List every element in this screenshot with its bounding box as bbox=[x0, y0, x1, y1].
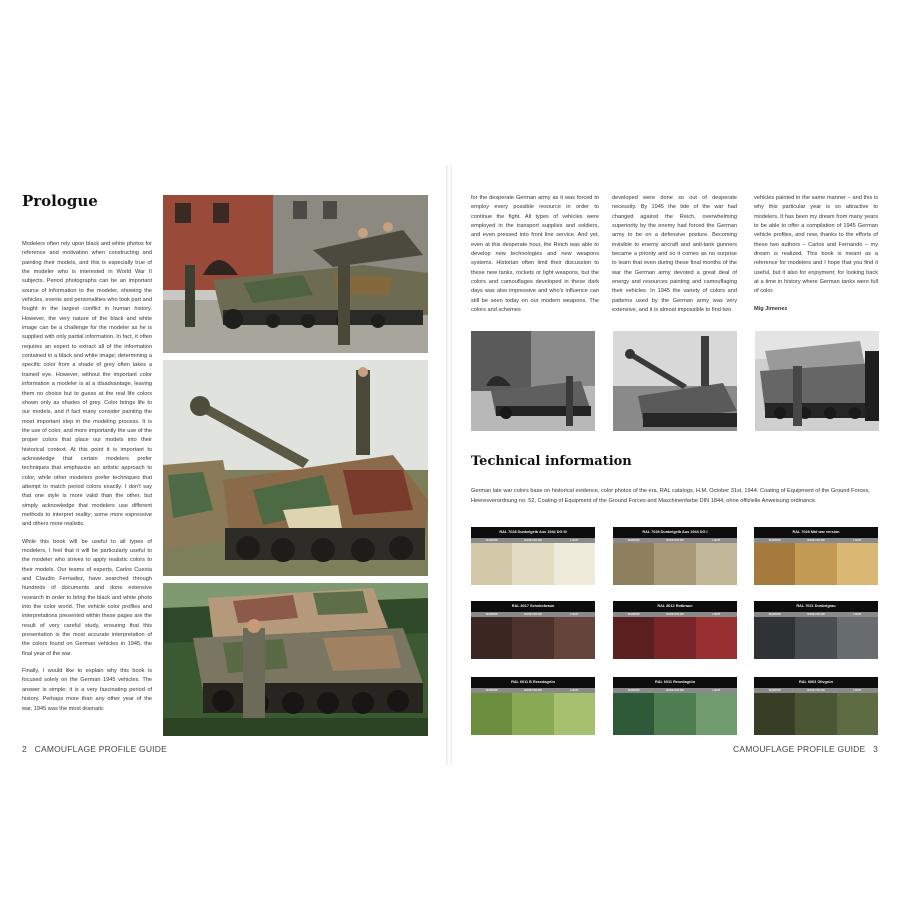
swatch-chips bbox=[754, 617, 878, 659]
color-chip bbox=[654, 617, 695, 659]
swatch-sublabel: SHADOW bbox=[485, 613, 498, 616]
swatch-name: RAL 7028 Dunkelgelb Aus 1944 DG III bbox=[471, 527, 595, 538]
page-folio bbox=[733, 744, 878, 754]
swatch-sublabel: LIGHT bbox=[712, 689, 721, 692]
swatch-sublabel: LIGHT bbox=[570, 613, 579, 616]
swatch-chips bbox=[471, 693, 595, 735]
color-chip bbox=[613, 693, 654, 735]
paragraph: vehicles painted in the same manner – and this is why this particular year is so attractive to modelers. It has been my dream from many years to be able to offer a compilation of 1945 German vehicle profiles, and now, thanks to the efforts of these two authors – Carlos and Fernando – my dream is realized. This book is meant as a reference for modelers and I hope that you find it useful, but it also for enjoyment; for looking back at a time in history where German tanks were full of color. bbox=[754, 195, 878, 295]
color-chip bbox=[754, 543, 795, 585]
left-page bbox=[0, 0, 446, 900]
swatch-sublabel: LIGHT bbox=[570, 689, 579, 692]
section-title: Technical information bbox=[471, 454, 632, 469]
color-chip bbox=[554, 543, 595, 585]
page-folio bbox=[22, 744, 167, 754]
color-swatch-card bbox=[613, 677, 737, 735]
swatch-chips bbox=[471, 617, 595, 659]
paragraph: Modelers often rely upon black and white photos for reference and motivation when constructing and painting their models, and this is especially true of the modeler who is interested in World War II subjects. Period photographs can be an important source of information to the modeler, showing the vehicles, events and personalities who took part and fought in the largest conflict in human history. However, the very nature of the black and white image can be a challenge for the modeler as he is supplied with only partial information. In fact, it often requires an expert to extract all of the information contained in a black and white image; determining a specific color from a shade of grey often takes a trained eye. However, without the important color information a modeler is at a disadvantage, leaving them no choice but to guess at the real life colors shown only as shades of grey. Color brings life to our models, and if fact many consider painting the most important step in the modeling process. It is the use of color, and more importantly the use of the proper colors that place our models into their historical context. At this point it is important to acknowledge that certain modelers prefer techniques that emphasize an artistic approach to color, while other modelers prefer techniques that attempt to match period colors exactly. I don't say that one style is more valid than the other, but simply acknowledge that modelers use different methods to interpret reality; some more expressive and others more realistic. bbox=[22, 241, 152, 528]
swatch-sublabel: BASE COLOR bbox=[666, 689, 684, 692]
swatch-sublabel: BASE COLOR bbox=[524, 689, 542, 692]
swatch-sublabel: BASE COLOR bbox=[666, 539, 684, 542]
swatch-name: RAL 7021 Dunkelgrau bbox=[754, 601, 878, 612]
color-chip bbox=[754, 617, 795, 659]
color-chip bbox=[837, 693, 878, 735]
swatch-chips bbox=[613, 543, 737, 585]
tech-intro-text: German late war colors base on historical evidence, color photos of the era, RAL catalogs, H.M. October 31st, 1944. Coating of Equipment of the Ground Forces, Heeresverordnung no. 52, Coating of Equipment of the Ground Forces and Maschinenfarbe DIN 1844, ohne offizielle Anweisung ordinance. bbox=[471, 488, 870, 504]
swatch-name: RAL 7028 Mid war version bbox=[754, 527, 878, 538]
color-chip bbox=[554, 693, 595, 735]
color-chip bbox=[696, 693, 737, 735]
swatch-chips bbox=[754, 693, 878, 735]
swatch-sublabel: BASE COLOR bbox=[807, 689, 825, 692]
text-column bbox=[612, 194, 737, 323]
color-chip bbox=[696, 617, 737, 659]
color-chip bbox=[512, 693, 553, 735]
swatch-chips bbox=[754, 543, 878, 585]
right-page bbox=[452, 0, 900, 900]
color-swatch-card bbox=[471, 677, 595, 735]
swatch-chips bbox=[613, 617, 737, 659]
swatch-sublabel: SHADOW bbox=[627, 539, 640, 542]
swatch-name: RAL 6003 Olivgrün bbox=[754, 677, 878, 688]
color-chip bbox=[654, 693, 695, 735]
color-chip bbox=[471, 617, 512, 659]
prologue-text bbox=[22, 240, 152, 722]
color-chip bbox=[795, 693, 836, 735]
author-signature: Mig Jimenez bbox=[754, 305, 788, 312]
color-swatch-card bbox=[471, 527, 595, 585]
swatch-sublabel: SHADOW bbox=[768, 689, 781, 692]
bw-halftrack-photo bbox=[471, 331, 595, 431]
color-swatch-card bbox=[613, 601, 737, 659]
color-chip bbox=[837, 617, 878, 659]
color-swatch-card bbox=[471, 601, 595, 659]
color-chip bbox=[471, 543, 512, 585]
color-swatch-card bbox=[754, 601, 878, 659]
swatch-chips bbox=[613, 693, 737, 735]
swatch-sublabel: SHADOW bbox=[768, 613, 781, 616]
color-chip bbox=[512, 617, 553, 659]
swatch-sublabel: BASE COLOR bbox=[524, 613, 542, 616]
color-chip bbox=[613, 617, 654, 659]
swatch-sublabel: LIGHT bbox=[853, 539, 862, 542]
swatch-name: RAL 8017 Schokobraun bbox=[471, 601, 595, 612]
running-title: CAMOUFLAGE PROFILE GUIDE bbox=[34, 744, 167, 754]
swatch-name: RAL 8012 Rotbraun bbox=[613, 601, 737, 612]
halftrack-photo bbox=[163, 195, 428, 353]
swatch-sublabel: LIGHT bbox=[853, 613, 862, 616]
stug-photo bbox=[163, 583, 428, 736]
swatch-sublabel: BASE COLOR bbox=[666, 613, 684, 616]
text-column bbox=[754, 194, 878, 322]
bw-jagdpanzer-photo bbox=[613, 331, 737, 431]
text-column bbox=[471, 194, 599, 323]
page-title: Prologue bbox=[22, 192, 98, 210]
swatch-chips bbox=[471, 543, 595, 585]
jagdpanzer-photo bbox=[163, 360, 428, 576]
swatch-sublabel: SHADOW bbox=[768, 539, 781, 542]
swatch-sublabel: BASE COLOR bbox=[807, 539, 825, 542]
swatch-sublabel: SHADOW bbox=[627, 689, 640, 692]
color-chip bbox=[654, 543, 695, 585]
swatch-sublabel: BASE COLOR bbox=[807, 613, 825, 616]
swatch-sublabel: SHADOW bbox=[485, 689, 498, 692]
swatch-name: RAL 6011 Resedagrün bbox=[613, 677, 737, 688]
swatch-sublabel: SHADOW bbox=[485, 539, 498, 542]
bw-stug-photo bbox=[755, 331, 879, 431]
running-title: CAMOUFLAGE PROFILE GUIDE bbox=[733, 744, 866, 754]
color-swatch-card bbox=[754, 677, 878, 735]
swatch-name: RAL 6011 B Resedagrün bbox=[471, 677, 595, 688]
page-number: 3 bbox=[873, 744, 878, 754]
color-chip bbox=[613, 543, 654, 585]
swatch-name: RAL 7028 Dunkelgelb Aus 1944 DG I bbox=[613, 527, 737, 538]
paragraph: developed were done so out of desperate necessity. By 1945 the tide of the war had changed against the Reich, overwhelming superiority by the enemy had forced the German army to be on a defensive posture. Becoming invisible to enemy aircraft and anti-tank gunners became a priority and so it comes as no surprise to learn that even during these final months of the war the German army devoted a great deal of energy and resources painting and camouflaging their vehicles. In 1945 the variety of colors and patterns used by the German army was very extensive, and it is almost impossible to find two bbox=[612, 195, 737, 314]
swatch-sublabel: LIGHT bbox=[853, 689, 862, 692]
color-chip bbox=[754, 693, 795, 735]
swatch-sublabel: LIGHT bbox=[570, 539, 579, 542]
swatch-sublabel: SHADOW bbox=[627, 613, 640, 616]
color-chip bbox=[837, 543, 878, 585]
color-chip bbox=[696, 543, 737, 585]
color-swatch-card bbox=[754, 527, 878, 585]
color-chip bbox=[471, 693, 512, 735]
color-chip bbox=[795, 617, 836, 659]
color-chip bbox=[554, 617, 595, 659]
color-chip bbox=[795, 543, 836, 585]
paragraph: Finally, I would like to explain why this book is focused solely on the German 1945 vehicles. The answer is simple; it is a very fascinating period of history. Perhaps more than any other year of the war, 1945 was the most dramatic bbox=[22, 668, 152, 712]
swatch-sublabel: BASE COLOR bbox=[524, 539, 542, 542]
swatch-sublabel: LIGHT bbox=[712, 613, 721, 616]
paragraph: While this book will be useful to all types of modelers, I feel that it will be particularly useful to the modeler who strives to apply realistic colors to their models. Our teams of experts, Carlos Cuesta and Claudio Fernadez, have searched through hundreds of documents and done extensive research in order to bring the black and white photo into the color world. The vehicle color profiles and interpretations presented within these pages are the result of very careful study, ensuring that this presentation is the most accurate interpretation of the colors found on German vehicles in 1945, the final year of the war. bbox=[22, 538, 152, 657]
paragraph: for the desperate German army as it was forced to employ every possible resource in order to continue the fight. All types of vehicles were employed in the transport supplies and soldiers, and even pressed into front line service. And yet, even at this desperate hour, the Reich was able to develop new technologies and new weapons systems. Historian often limit their discussion to these new tanks, rockets or light weapons, but the colors and camouflages developed in these dark days was also impressive and who's influence can still be seen today on our modern weapons. The colors and schemes bbox=[471, 195, 599, 314]
swatch-sublabel: LIGHT bbox=[712, 539, 721, 542]
color-chip bbox=[512, 543, 553, 585]
color-swatch-card bbox=[613, 527, 737, 585]
page-number: 2 bbox=[22, 744, 27, 754]
